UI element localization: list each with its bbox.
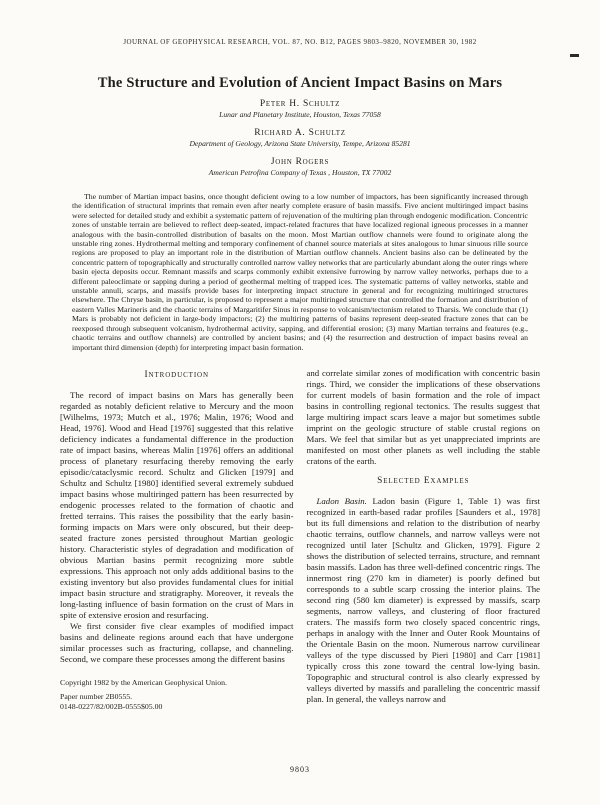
paragraph-continuation: and correlate similar zones of modification with concentric basin rings. Third, we consider the implications of these observations for current models of basin formation and the role of impact basins in controlling regional tectonics. The results suggest that large multiring impact scars leave a major but sometimes subtle imprint on the geologic structure of stable crustal regions on Mars. We feel that similar but as yet unappreciated imprints are manifested on most other planets as well including the stable cratons of the earth. <box>306 367 540 466</box>
paragraph-ladon-basin-text: Ladon basin (Figure 1, Table 1) was first recognized in earth-based radar profiles [Saunders et al., 1978] but its full dimensions and relation to the distribution of nearby chaotic terrains, outflow channels, and narrow valleys were not recognized until later [Schultz and Glicken, 1979]. Figure 2 shows the distribution of selected terrains, structure, and remnant basin massifs. Ladon has three well-defined concentric rings. The innermost ring (270 km in diameter) is poorly defined but corresponds to a subtle scarp crossing the interior plains. The second ring (580 km diameter) is expressed by massifs, scarp segments, narrow valleys, and clustering of floor fractured craters. The massifs form two closely spaced concentric rings, perhaps in analogy with the Inner and Outer Rook Mountains of the Orientale Basin on the moon. Numerous narrow curvilinear valleys of the type discussed by Pieri [1980] and Carr [1981] typically cross this zone toward the central low-lying basin. Topographic and structural control is also clearly expressed by valleys diverted by massifs and paralleling the concentric massif plan. In general, the valleys narrow and <box>306 495 540 704</box>
abstract: The number of Martian impact basins, once thought deficient owing to a low number of impactors, has been significantly increased through the identification of structural imprints that remain even after nearly complete erasure of basin massifs. Five ancient multiringed impact basins were selected for detailed study and exhibit a systematic pattern of rejuvenation of the multiring plan through endogenic modification. Concentric zones of unstable terrain are believed to reflect deep-seated, impact-related fractures that have localized regional igneous processes in a manner analogous with the basin-controlled distribution of basalts on the moon. Most Martian outflow channels were found to originate along the unstable ring zones. Hydrothermal melting and temporary confinement of channel source materials at sites analogous to lunar sinuous rille source regions are proposed to play an important role in the distribution of Martian outflow channels. Ancient basins also can be delineated by the concentric pattern of topographically and structurally controlled narrow valley networks that are particularly abundant along the outer rings where basin ejecta deposits occur. Remnant massifs and scarps commonly exhibit extensive furrowing by narrow valley networks, perhaps due to a different paleoclimate or sapping during a period of geothermal melting of trapped ices. The systematic patterns of valley networks, stable and unstable annuli, scarps, and massifs provide bases for interpreting impact structure in general and for recognizing multiringed structures elsewhere. The Chryse basin, in particular, is proposed to represent a major multiringed structure that controlled the formation and distribution of eastern Valles Marineris and the chaotic terrains of Margaritifer Sinus in response to volcanism/tectonism related to Tharsis. We conclude that (1) Mars is probably not deficient in large-body impactors; (2) the multiring patterns of basins represent deep-seated fracture zones that can be reexposed through subsequent volcanism, hydrothermal activity, sapping, and differential erosion; (3) many Martian terrains and features (e.g., chaotic terrains and outflow channels) are controlled by ancient basins; and (4) the resurrection and destruction of impact basins reveal an important third dimension (depth) for interpreting impact basin formation. <box>72 192 528 352</box>
paragraph-introduction-1: The record of impact basins on Mars has generally been regarded as notably deficient relative to Mercury and the moon [Wilhelms, 1973; Mutch et al., 1976; Malin, 1976; Wood and Head, 1976]. Wood and Head [1976] suggested that this relative deficiency indicates a fundamental difference in the production rate of impact basins, whereas Malin [1976] offers an additional process of planetary resurfacing thereby removing the early episodic/cataclysmic record. Schultz and Glicken [1979] and Schultz and Schultz [1980] identified several extremely subdued impact basins whose multiringed pattern has been resurrected by endogenic processes related to the formation of chaotic and fretted terrains. This raises the possibility that the early basin-forming impacts on Mars were only obscured, but their deep-seated fracture zones persisted throughout Martian geologic history. Characteristic styles of degradation and modification of obvious Martian basins permit recognizing more subtle expressions. This approach not only adds additional basins to the existing inventory but also provides fundamental clues for initial impact basin structure and stratigraphy. Moreover, it reveals the long-lasting influence of basin formation on the crust of Mars in spite of extensive erosion and resurfacing. <box>60 389 294 620</box>
section-heading-selected-examples: Selected Examples <box>377 475 470 486</box>
author-name: Peter H. Schultz <box>259 99 341 109</box>
section-heading-introduction: Introduction <box>144 369 209 380</box>
paragraph-ladon-basin <box>307 496 541 705</box>
author-block <box>60 157 540 177</box>
paper-title: The Structure and Evolution of Ancient Impact Basins on Mars <box>97 75 503 91</box>
left-column <box>60 368 294 712</box>
copyright-block <box>60 678 294 712</box>
author-name: John Rogers <box>270 157 330 167</box>
paper-number-line: Paper number 2B0555. <box>60 692 133 702</box>
scan-artifact <box>570 54 579 57</box>
author-affiliation: Department of Geology, Arizona State University, Tempe, Arizona 85281 <box>189 139 411 148</box>
run-in-heading-ladon-basin: Ladon Basin. <box>316 495 367 506</box>
author-name: Richard A. Schultz <box>254 128 346 138</box>
paragraph-introduction-2: We first consider five clear examples of modified impact basins and delineate regions around each that have undergone similar processes such as fracturing, collapse, and channeling. Second, we compare these processes among the different basins <box>60 620 294 664</box>
copyright-line: Copyright 1982 by the American Geophysical Union. <box>60 677 227 687</box>
issn-line: 0148-0227/82/002B-0555$05.00 <box>60 701 163 711</box>
right-column <box>307 368 541 712</box>
author-block <box>60 128 540 148</box>
author-affiliation: American Petrofina Company of Texas , Houston, TX 77002 <box>208 168 392 177</box>
journal-header: JOURNAL OF GEOPHYSICAL RESEARCH, VOL. 87, NO. B12, PAGES 9803–9820, NOVEMBER 30, 1982 <box>123 38 477 46</box>
author-affiliation: Lunar and Planetary Institute, Houston, Texas 77058 <box>219 110 381 119</box>
author-block <box>60 99 540 119</box>
page-number: 9803 <box>290 765 310 774</box>
body-columns <box>60 368 540 712</box>
